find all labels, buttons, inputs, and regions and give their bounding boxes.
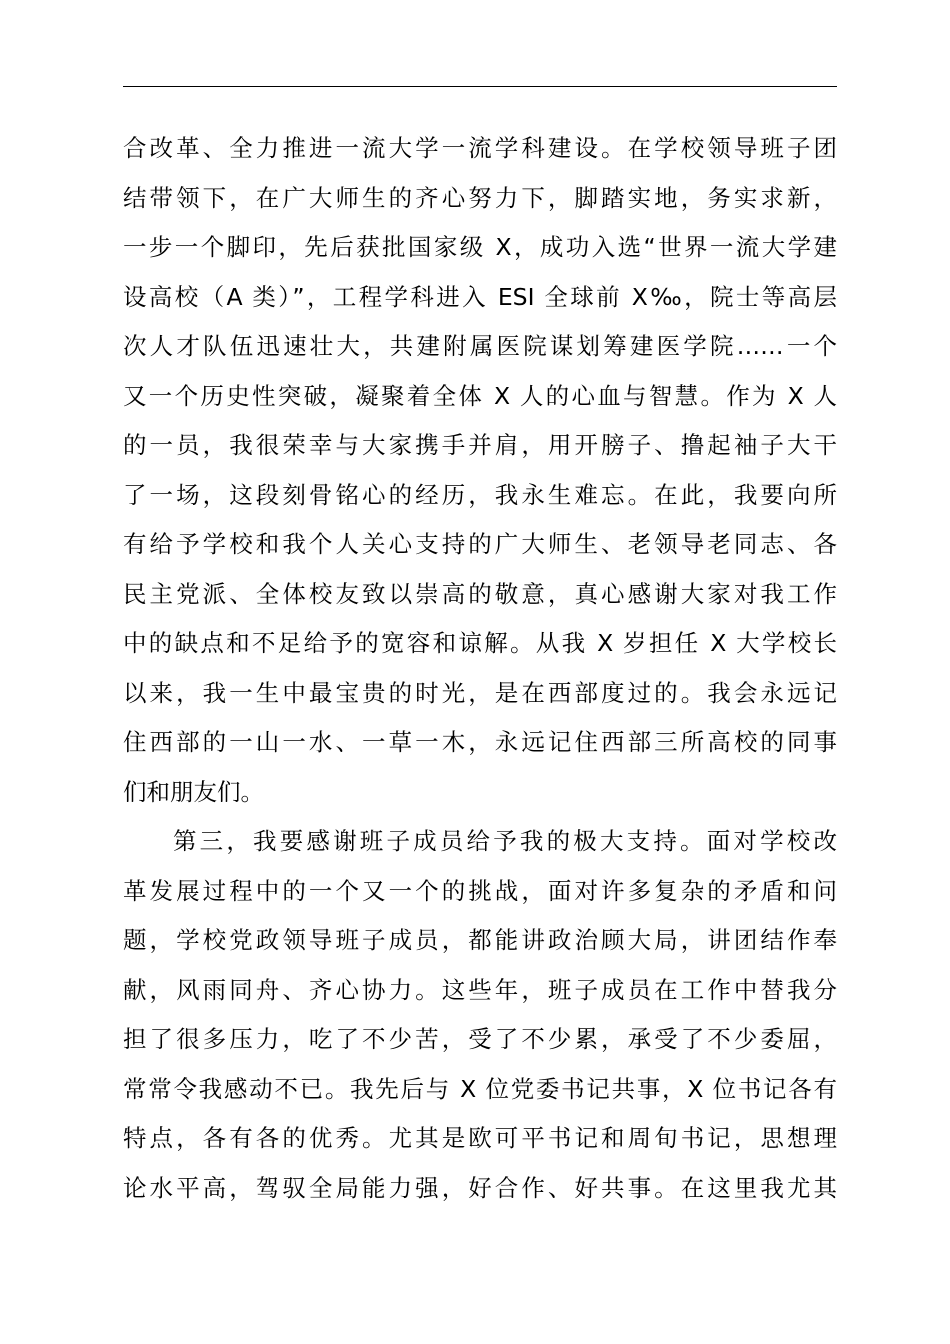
text-line: 的一员，我很荣幸与大家携手并肩，用开膀子、撸起袖子大干 — [123, 431, 837, 459]
paragraph-first-line: 第三，我要感谢班子成员给予我的极大支持。面对学校改 — [173, 827, 837, 855]
text-line: 住西部的一山一水、一草一木，永远记住西部三所高校的同事 — [123, 728, 837, 756]
text-line: 有给予学校和我个人关心支持的广大师生、老领导老同志、各 — [123, 530, 837, 558]
text-line: 中的缺点和不足给予的宽容和谅解。从我 X 岁担任 X 大学校长 — [123, 629, 837, 657]
header-rule — [123, 86, 837, 87]
text-line: 又一个历史性突破，凝聚着全体 X 人的心血与智慧。作为 X 人 — [123, 381, 837, 410]
text-line: 担了很多压力，吃了不少苦，受了不少累，承受了不少委屈， — [123, 1025, 837, 1053]
body-text — [123, 128, 837, 1217]
text-line: 了一场，这段刻骨铭心的经历，我永生难忘。在此，我要向所 — [123, 480, 837, 509]
text-line: 次人才队伍迅速壮大，共建附属医院谋划筹建医学院……一个 — [123, 332, 837, 360]
text-line: 题，学校党政领导班子成员，都能讲政治顾大局，讲团结作奉 — [123, 926, 837, 954]
text-line: 结带领下，在广大师生的齐心努力下，脚踏实地，务实求新， — [123, 183, 837, 212]
text-line: 们和朋友们。 — [123, 777, 264, 806]
text-line: 合改革、全力推进一流大学一流学科建设。在学校领导班子团 — [123, 134, 837, 162]
text-line: 设高校（A 类）”，工程学科进入 ESI 全球前 X‰，院士等高层 — [123, 282, 837, 311]
text-line: 特点，各有各的优秀。尤其是欧可平书记和周旬书记，思想理 — [123, 1124, 837, 1152]
text-line: 一步一个脚印，先后获批国家级 X，成功入选“世界一流大学建 — [123, 233, 837, 261]
text-line: 民主党派、全体校友致以崇高的敬意，真心感谢大家对我工作 — [123, 579, 837, 608]
text-line: 革发展过程中的一个又一个的挑战，面对许多复杂的矛盾和问 — [123, 876, 837, 905]
text-line: 以来，我一生中最宝贵的时光，是在西部度过的。我会永远记 — [123, 678, 837, 707]
text-line: 常常令我感动不已。我先后与 X 位党委书记共事，X 位书记各有 — [123, 1074, 837, 1103]
text-line: 献，风雨同舟、齐心协力。这些年，班子成员在工作中替我分 — [123, 975, 837, 1004]
text-line: 论水平高，驾驭全局能力强，好合作、好共事。在这里我尤其 — [123, 1173, 837, 1202]
